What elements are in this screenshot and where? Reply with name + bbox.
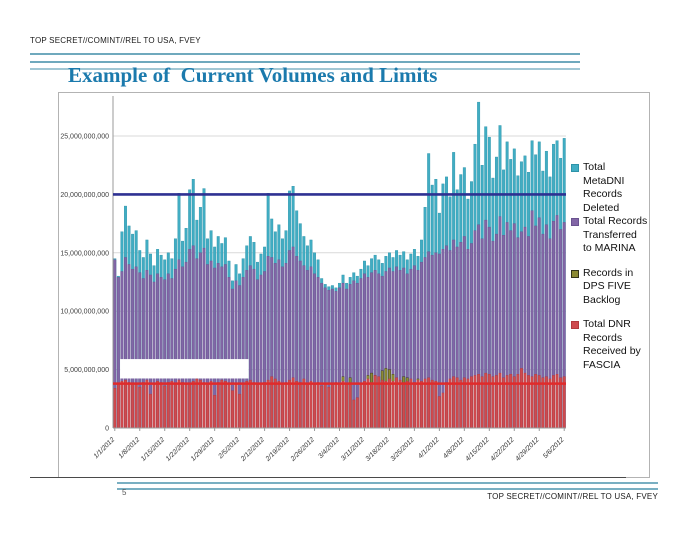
x-tick-label: 3/18/2012	[364, 436, 391, 463]
y-tick-label: 20,000,000,000	[60, 191, 109, 199]
footer-separator-line	[117, 482, 658, 484]
redaction-box	[120, 359, 248, 378]
x-tick-label: 2/26/2012	[289, 436, 316, 463]
legend-item	[571, 318, 651, 372]
bar-total-dnr-records-received-by-fascia	[167, 382, 170, 428]
bar-total-dnr-records-received-by-fascia	[349, 382, 352, 428]
bar-total-dnr-records-received-by-fascia	[267, 380, 270, 428]
bar-total-dnr-records-received-by-fascia	[292, 378, 295, 428]
x-tick-label: 1/15/2012	[139, 436, 167, 463]
chart-frame	[58, 92, 650, 478]
bar-total-dnr-records-received-by-fascia	[502, 378, 505, 428]
bar-total-dnr-records-received-by-fascia	[435, 381, 438, 428]
legend-item	[571, 161, 651, 215]
legend-swatch-icon	[571, 321, 579, 329]
legend-label: Records in DPS FIVE Backlog	[583, 266, 634, 306]
bar-total-dnr-records-received-by-fascia	[406, 381, 409, 428]
legend-label: Total MetaDNI Records Deleted	[583, 161, 625, 214]
x-tick-label: 2/12/2012	[239, 436, 267, 463]
bar-total-dnr-records-received-by-fascia	[370, 382, 373, 428]
bar-total-dnr-records-received-by-fascia	[456, 378, 459, 428]
x-tick-label: 2/19/2012	[264, 436, 291, 463]
x-tick-label: 4/29/2012	[514, 436, 541, 463]
x-tick-label: 1/1/2012	[92, 436, 117, 461]
bar-total-dnr-records-received-by-fascia	[410, 379, 413, 428]
bar-total-dnr-records-received-by-fascia	[356, 398, 359, 428]
bar-total-dnr-records-received-by-fascia	[385, 381, 388, 428]
legend-swatch-icon	[571, 270, 579, 278]
x-tick-label: 1/29/2012	[189, 436, 217, 463]
bar-total-dnr-records-received-by-fascia	[438, 396, 441, 428]
bar-total-dnr-records-received-by-fascia	[231, 391, 234, 428]
page-number: 5	[122, 488, 127, 497]
bar-total-dnr-records-received-by-fascia	[149, 394, 152, 428]
bar-total-dnr-records-received-by-fascia	[424, 379, 427, 428]
x-tick-label: 4/15/2012	[464, 436, 491, 463]
bar-total-dnr-records-received-by-fascia	[117, 384, 120, 428]
x-tick-label: 3/11/2012	[339, 436, 366, 463]
x-tick-label: 1/8/2012	[117, 436, 142, 461]
bar-total-dnr-records-received-by-fascia	[188, 384, 191, 428]
bar-total-dnr-records-received-by-fascia	[160, 382, 163, 428]
bar-total-dnr-records-received-by-fascia	[524, 373, 527, 428]
bar-total-dnr-records-received-by-fascia	[156, 381, 159, 428]
bar-total-dnr-records-received-by-fascia	[217, 382, 220, 428]
y-tick-label: 25,000,000,000	[60, 133, 109, 141]
bar-total-dnr-records-received-by-fascia	[242, 384, 245, 428]
legend-swatch-icon	[571, 164, 579, 172]
bar-total-dnr-records-received-by-fascia	[299, 382, 302, 428]
bar-total-dnr-records-received-by-fascia	[467, 379, 470, 428]
bar-total-dnr-records-received-by-fascia	[181, 382, 184, 428]
bar-total-dnr-records-received-by-fascia	[163, 386, 166, 428]
bar-total-dnr-records-received-by-fascia	[320, 386, 323, 428]
bar-total-dnr-records-received-by-fascia	[395, 378, 398, 428]
y-tick-label: 5,000,000,000	[64, 367, 109, 375]
bar-total-dnr-records-received-by-fascia	[142, 382, 145, 428]
x-tick-label: 4/22/2012	[489, 436, 516, 463]
bar-total-dnr-records-received-by-fascia	[238, 394, 241, 428]
header-separator-line	[30, 53, 580, 55]
y-tick-label: 10,000,000,000	[60, 308, 109, 316]
bar-total-dnr-records-received-by-fascia	[442, 393, 445, 428]
bar-total-dnr-records-received-by-fascia	[153, 384, 156, 428]
bar-total-dnr-records-received-by-fascia	[363, 381, 366, 428]
volumes-limits-bar-chart	[59, 93, 649, 477]
bar-total-dnr-records-received-by-fascia	[246, 381, 249, 428]
bar-total-dnr-records-received-by-fascia	[392, 381, 395, 428]
bar-total-dnr-records-received-by-fascia	[206, 384, 209, 428]
bar-total-dnr-records-received-by-fascia	[135, 385, 138, 428]
bar-total-dnr-records-received-by-fascia	[542, 378, 545, 428]
y-tick-label: 15,000,000,000	[60, 250, 109, 258]
bar-total-dnr-records-received-by-fascia	[367, 379, 370, 428]
bar-total-dnr-records-received-by-fascia	[139, 387, 142, 428]
bar-total-dnr-records-received-by-fascia	[249, 380, 252, 428]
bar-total-dnr-records-received-by-fascia	[360, 384, 363, 428]
bar-total-dnr-records-received-by-fascia	[210, 381, 213, 428]
classification-banner-bottom: TOP SECRET//COMINT//REL TO USA, FVEY	[487, 492, 658, 501]
bar-total-dnr-records-received-by-fascia	[185, 385, 188, 428]
legend-label: Total Records Transferred to MARINA	[583, 215, 648, 254]
bar-total-dnr-records-received-by-fascia	[559, 378, 562, 428]
x-tick-label: 3/4/2012	[317, 436, 341, 461]
bar-total-dnr-records-received-by-fascia	[256, 385, 259, 428]
bar-total-dnr-records-received-by-fascia	[342, 381, 345, 428]
bar-total-dnr-records-received-by-fascia	[353, 400, 356, 428]
bar-total-dnr-records-received-by-fascia	[427, 378, 430, 428]
bar-total-dnr-records-received-by-fascia	[306, 384, 309, 428]
bar-total-dnr-records-received-by-fascia	[171, 381, 174, 428]
bar-total-dnr-records-received-by-fascia	[381, 380, 384, 428]
y-tick-label: 0	[105, 425, 109, 433]
bar-total-dnr-records-received-by-fascia	[203, 382, 206, 428]
bar-total-dnr-records-received-by-fascia	[174, 384, 177, 428]
bar-total-dnr-records-received-by-fascia	[221, 380, 224, 428]
x-tick-label: 1/22/2012	[164, 436, 192, 463]
bar-total-dnr-records-received-by-fascia	[463, 378, 466, 428]
classification-banner-top: TOP SECRET//COMINT//REL TO USA, FVEY	[30, 36, 201, 45]
bar-total-dnr-records-received-by-fascia	[338, 384, 341, 428]
bar-total-dnr-records-received-by-fascia	[121, 381, 124, 428]
bar-total-dnr-records-received-by-fascia	[213, 395, 216, 428]
bar-total-dnr-records-received-by-fascia	[431, 380, 434, 428]
bar-total-dnr-records-received-by-fascia	[324, 384, 327, 428]
bar-total-dnr-records-received-by-fascia	[420, 381, 423, 428]
bar-total-dnr-records-received-by-fascia	[460, 380, 463, 428]
bar-total-dnr-records-received-by-fascia	[124, 380, 127, 428]
legend-item	[571, 215, 651, 256]
bar-total-dnr-records-received-by-fascia	[484, 373, 487, 428]
bar-total-dnr-records-received-by-fascia	[253, 382, 256, 428]
x-tick-label: 5/6/2012	[541, 436, 566, 461]
bar-total-dnr-records-received-by-fascia	[131, 384, 134, 428]
bar-total-dnr-records-received-by-fascia	[402, 382, 405, 428]
bar-total-dnr-records-received-by-fascia	[331, 385, 334, 428]
bar-total-dnr-records-received-by-fascia	[260, 384, 263, 428]
bar-total-dnr-records-received-by-fascia	[235, 385, 238, 428]
bar-total-dnr-records-received-by-fascia	[228, 384, 231, 428]
bar-total-dnr-records-received-by-fascia	[445, 382, 448, 428]
bar-total-dnr-records-received-by-fascia	[281, 384, 284, 428]
bar-total-dnr-records-received-by-fascia	[278, 381, 281, 428]
bar-total-dnr-records-received-by-fascia	[114, 388, 117, 428]
bar-total-dnr-records-received-by-fascia	[128, 382, 131, 428]
chart-legend	[571, 161, 651, 383]
x-tick-label: 4/8/2012	[442, 436, 466, 461]
x-tick-label: 3/25/2012	[389, 436, 416, 463]
bar-total-dnr-records-received-by-fascia	[285, 382, 288, 428]
bar-total-dnr-records-received-by-fascia	[520, 368, 523, 428]
bar-total-dnr-records-received-by-fascia	[199, 380, 202, 428]
bar-total-dnr-records-received-by-fascia	[499, 373, 502, 428]
bar-total-dnr-records-received-by-fascia	[417, 380, 420, 428]
legend-label: Total DNR Records Received by FASCIA	[583, 318, 641, 371]
bar-total-dnr-records-received-by-fascia	[288, 380, 291, 428]
bar-total-dnr-records-received-by-fascia	[413, 382, 416, 428]
footer-separator-line	[117, 488, 658, 490]
footer-rule	[30, 477, 626, 478]
bar-total-dnr-records-received-by-fascia	[303, 379, 306, 428]
bar-total-dnr-records-received-by-fascia	[192, 381, 195, 428]
bar-total-dnr-records-received-by-fascia	[274, 379, 277, 428]
legend-item	[571, 267, 651, 308]
legend-swatch-icon	[571, 218, 579, 226]
bar-total-dnr-records-received-by-fascia	[196, 379, 199, 428]
bar-total-dnr-records-received-by-fascia	[335, 382, 338, 428]
bar-total-dnr-records-received-by-fascia	[313, 385, 316, 428]
bar-total-dnr-records-received-by-fascia	[328, 387, 331, 428]
bar-total-dnr-records-received-by-fascia	[263, 382, 266, 428]
bar-total-dnr-records-received-by-fascia	[310, 381, 313, 428]
bar-total-dnr-records-received-by-fascia	[549, 379, 552, 428]
bar-total-dnr-records-received-by-fascia	[388, 379, 391, 428]
x-tick-label: 2/5/2012	[217, 436, 242, 461]
bar-total-dnr-records-received-by-fascia	[317, 382, 320, 428]
bar-total-dnr-records-received-by-fascia	[146, 380, 149, 428]
slide-title: Example of Current Volumes and Limits	[68, 63, 438, 87]
bar-total-dnr-records-received-by-fascia	[345, 385, 348, 428]
bar-total-dnr-records-received-by-fascia	[224, 381, 227, 428]
bar-total-dnr-records-received-by-fascia	[295, 381, 298, 428]
bar-total-dnr-records-received-by-fascia	[449, 379, 452, 428]
bar-total-dnr-records-received-by-fascia	[399, 380, 402, 428]
bar-total-dnr-records-received-by-fascia	[178, 380, 181, 428]
x-tick-label: 4/1/2012	[417, 436, 441, 461]
